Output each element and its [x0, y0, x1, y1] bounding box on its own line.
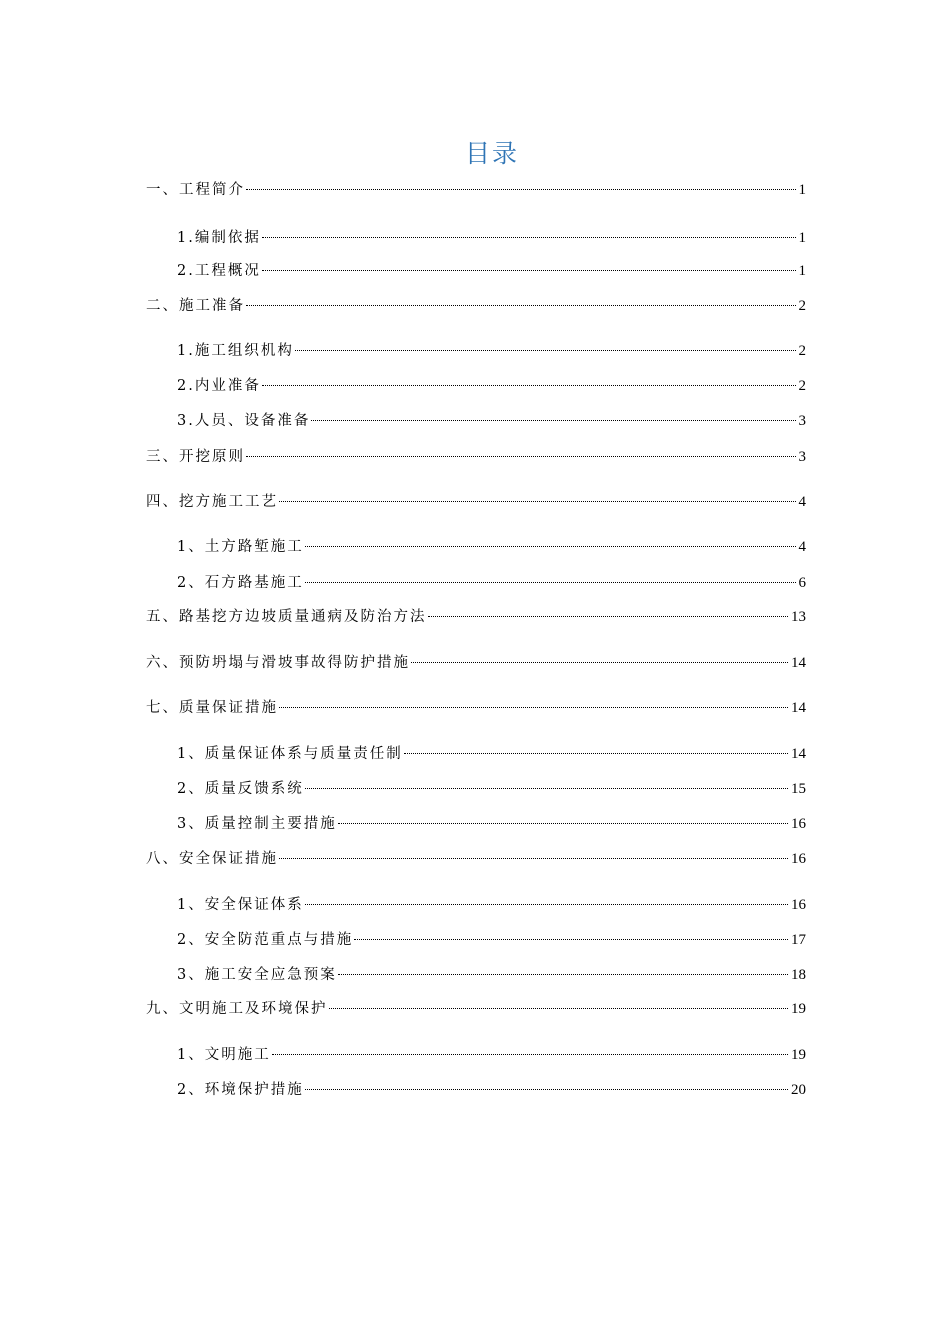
- toc-entry-page-number: 14: [791, 655, 806, 671]
- toc-entry-text: 2、安全防范重点与措施: [177, 932, 354, 948]
- toc-entry[interactable]: [177, 744, 806, 764]
- toc-entry[interactable]: [177, 261, 806, 281]
- toc-entry-text: 1、土方路堑施工: [177, 539, 304, 555]
- toc-entry-page-number: 4: [798, 539, 806, 555]
- toc-entry[interactable]: [177, 965, 806, 985]
- toc-dot-leader: [305, 1088, 788, 1090]
- toc-entry-text: 七、质量保证措施: [146, 700, 278, 716]
- toc-dot-leader: [305, 545, 796, 547]
- toc-entry-page-number: 16: [791, 816, 806, 832]
- toc-dot-leader: [262, 269, 796, 271]
- toc-entry[interactable]: [177, 573, 806, 593]
- toc-entry-page-number: 14: [791, 746, 806, 762]
- toc-dot-leader: [305, 581, 796, 583]
- toc-entry[interactable]: [177, 930, 806, 950]
- toc-entry-text: 3、质量控制主要措施: [177, 816, 337, 832]
- toc-entry[interactable]: [146, 698, 806, 718]
- toc-entry-page-number: 16: [791, 851, 806, 867]
- toc-entry-text: 1、安全保证体系: [177, 897, 304, 913]
- toc-entry[interactable]: [177, 814, 806, 834]
- toc-dot-leader: [311, 419, 795, 421]
- toc-entry-page-number: 13: [791, 609, 806, 625]
- toc-entry-page-number: 17: [791, 932, 806, 948]
- toc-entry-text: 四、挖方施工工艺: [146, 494, 278, 510]
- toc-entry-text: 1、质量保证体系与质量责任制: [177, 746, 403, 762]
- toc-entry-text: 3.人员、设备准备: [177, 413, 311, 429]
- toc-entry-text: 五、路基挖方边坡质量通病及防治方法: [146, 609, 427, 625]
- toc-entry-text: 2.工程概况: [177, 263, 261, 279]
- toc-entry-page-number: 18: [791, 967, 806, 983]
- toc-entry-text: 2.内业准备: [177, 378, 261, 394]
- toc-dot-leader: [279, 706, 788, 708]
- toc-entry-text: 三、开挖原则: [146, 449, 245, 465]
- toc-entry-text: 1.编制依据: [177, 230, 261, 246]
- toc-entry-page-number: 15: [791, 781, 806, 797]
- toc-entry[interactable]: [177, 779, 806, 799]
- toc-entry[interactable]: [146, 999, 806, 1019]
- toc-entry-text: 2、石方路基施工: [177, 575, 304, 591]
- toc-dot-leader: [411, 661, 788, 663]
- toc-entry-page-number: 16: [791, 897, 806, 913]
- toc-dot-leader: [246, 304, 796, 306]
- toc-entry-page-number: 14: [791, 700, 806, 716]
- toc-entry-page-number: 19: [791, 1047, 806, 1063]
- toc-entry-text: 六、预防坍塌与滑坡事故得防护措施: [146, 655, 410, 671]
- toc-entry[interactable]: [177, 411, 806, 431]
- toc-entry-text: 八、安全保证措施: [146, 851, 278, 867]
- toc-dot-leader: [428, 615, 789, 617]
- toc-entry[interactable]: [177, 228, 806, 248]
- toc-dot-leader: [272, 1053, 788, 1055]
- toc-entry-page-number: 2: [798, 378, 806, 394]
- toc-entry[interactable]: [177, 895, 806, 915]
- toc-dot-leader: [329, 1007, 789, 1009]
- toc-entry-text: 一、工程简介: [146, 182, 245, 198]
- toc-entry-page-number: 2: [798, 343, 806, 359]
- toc-entry-text: 2、质量反馈系统: [177, 781, 304, 797]
- toc-entry-page-number: 3: [798, 449, 806, 465]
- toc-entry-text: 九、文明施工及环境保护: [146, 1001, 328, 1017]
- toc-dot-leader: [279, 857, 788, 859]
- toc-dot-leader: [246, 188, 796, 190]
- toc-entry-text: 3、施工安全应急预案: [177, 967, 337, 983]
- toc-dot-leader: [262, 384, 796, 386]
- toc-dot-leader: [338, 822, 788, 824]
- toc-entry-text: 1.施工组织机构: [177, 343, 294, 359]
- toc-dot-leader: [305, 787, 788, 789]
- toc-entry[interactable]: [146, 180, 806, 200]
- toc-dot-leader: [246, 455, 796, 457]
- toc-dot-leader: [354, 938, 788, 940]
- toc-entry-page-number: 4: [798, 494, 806, 510]
- toc-entry-page-number: 3: [798, 413, 806, 429]
- toc-entry-text: 1、文明施工: [177, 1047, 271, 1063]
- toc-entry[interactable]: [146, 607, 806, 627]
- toc-entry-page-number: 1: [798, 263, 806, 279]
- toc-entry[interactable]: [146, 492, 806, 512]
- toc-dot-leader: [305, 903, 788, 905]
- toc-dot-leader: [295, 349, 796, 351]
- toc-entry[interactable]: [146, 849, 806, 869]
- toc-dot-leader: [262, 236, 796, 238]
- toc-entry-text: 2、环境保护措施: [177, 1082, 304, 1098]
- toc-entry-page-number: 6: [798, 575, 806, 591]
- toc-entry-page-number: 2: [798, 298, 806, 314]
- toc-entry[interactable]: [146, 653, 806, 673]
- toc-entry-page-number: 1: [798, 182, 806, 198]
- toc-dot-leader: [404, 752, 788, 754]
- toc-dot-leader: [279, 500, 796, 502]
- toc-dot-leader: [338, 973, 788, 975]
- toc-entry[interactable]: [177, 1045, 806, 1065]
- toc-entry-text: 二、施工准备: [146, 298, 245, 314]
- toc-entry-page-number: 20: [791, 1082, 806, 1098]
- toc-entry[interactable]: [177, 376, 806, 396]
- toc-entry[interactable]: [177, 341, 806, 361]
- toc-entry[interactable]: [146, 447, 806, 467]
- toc-entry[interactable]: [177, 537, 806, 557]
- toc-entry[interactable]: [177, 1080, 806, 1100]
- toc-entry-page-number: 1: [798, 230, 806, 246]
- toc-entry-page-number: 19: [791, 1001, 806, 1017]
- toc-title: 目录: [464, 139, 519, 168]
- toc-entry[interactable]: [146, 296, 806, 316]
